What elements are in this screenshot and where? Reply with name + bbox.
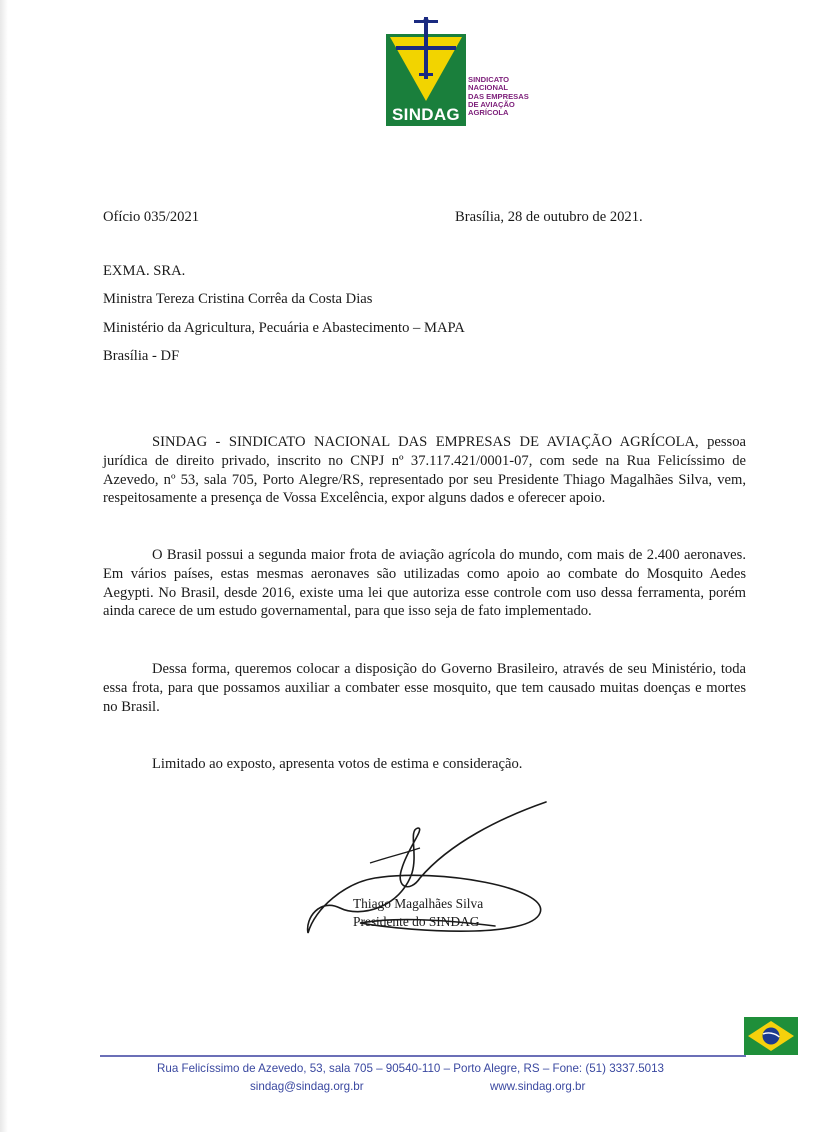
logo-line: DE AVIAÇÃO xyxy=(468,99,515,109)
closing-paragraph: Limitado ao exposto, apresenta votos de estima e consideração. xyxy=(152,756,523,772)
page-edge xyxy=(0,0,8,1132)
recipient-ministry: Ministério da Agricultura, Pecuária e Abastecimento – MAPA xyxy=(103,320,465,336)
logo-name: SINDAG xyxy=(386,103,466,126)
logo-subtitle xyxy=(468,76,548,117)
letter-place-date: Brasília, 28 de outubro de 2021. xyxy=(455,209,643,225)
signatory-title: Presidente do SINDAG xyxy=(353,914,480,929)
logo-line: AGRÍCOLA xyxy=(468,108,509,118)
recipient-salutation: EXMA. SRA. xyxy=(103,263,186,279)
logo-emblem xyxy=(386,17,466,107)
letter-reference: Ofício 035/2021 xyxy=(103,209,200,225)
brazil-flag-icon xyxy=(744,1017,798,1055)
footer-email[interactable]: sindag@sindag.org.br xyxy=(250,1080,364,1093)
body-paragraph-2: O Brasil possui a segunda maior frota de aviação agrícola do mundo, com mais de 2.400 aeronaves. Em vários países, estas mesmas aeronaves são utilizadas como apoio ao combate do Mosquito Aedes Aegypti. No Brasil, desde 2016, existe uma lei que autoriza esse controle com uso dessa ferramenta, porém ainda carece de um estudo governamental, para que isso seja de fato implementado. xyxy=(103,547,746,620)
logo-line: NACIONAL xyxy=(468,83,509,93)
recipient-name: Ministra Tereza Cristina Corrêa da Costa Dias xyxy=(103,291,373,307)
logo-line: DAS EMPRESAS xyxy=(468,91,529,101)
footer-website[interactable]: www.sindag.org.br xyxy=(490,1080,586,1093)
logo-line: SINDICATO xyxy=(468,75,510,84)
signatory-name: Thiago Magalhães Silva xyxy=(353,896,484,911)
recipient-city: Brasília - DF xyxy=(103,348,180,364)
sindag-logo xyxy=(386,17,546,129)
footer-divider xyxy=(100,1055,746,1057)
body-paragraph-3: Dessa forma, queremos colocar a disposição do Governo Brasileiro, através de seu Ministério, toda essa frota, para que possamos auxiliar a combater esse mosquito, que tem causado muitas doenças e mortes no Brasil. xyxy=(103,661,746,715)
body-paragraph-1: SINDAG - SINDICATO NACIONAL DAS EMPRESAS DE AVIAÇÃO AGRÍCOLA, pessoa jurídica de direito privado, inscrito no CNPJ nº 37.117.421/0001-07, com sede na Rua Felicíssimo de Azevedo, nº 53, sala 705, Porto Alegre/RS, representado por seu Presidente Thiago Magalhães Silva, vem, respeitosamente a presença de Vossa Excelência, expor alguns dados e oferecer apoio. xyxy=(103,434,746,507)
footer-address: Rua Felicíssimo de Azevedo, 53, sala 705 – 90540-110 – Porto Alegre, RS – Fone: (51) 3337.5013 xyxy=(157,1062,665,1075)
